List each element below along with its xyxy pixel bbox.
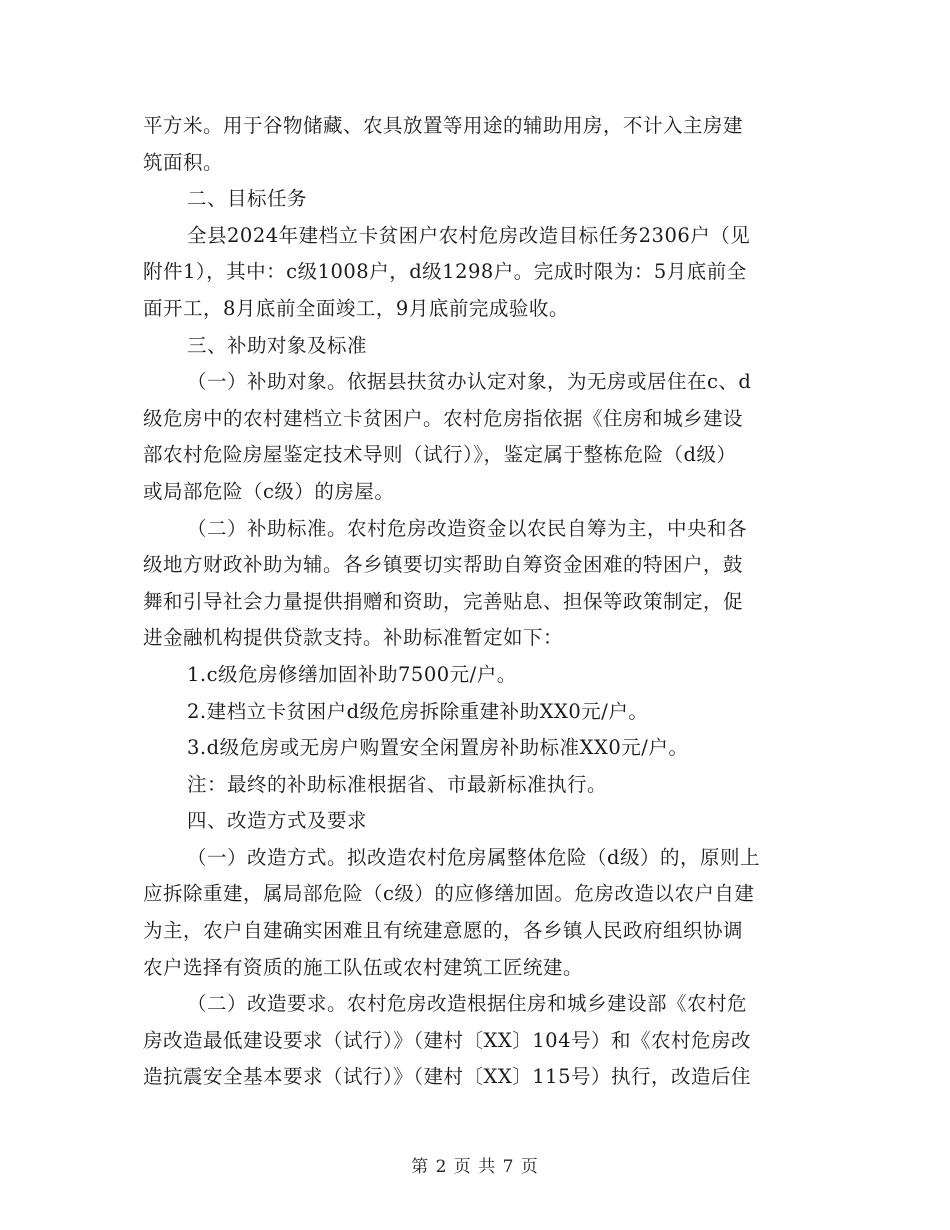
body-line: 进金融机构提供贷款支持。补助标准暂定如下： (143, 626, 564, 650)
body-line: 农户选择有资质的施工队伍或农村建筑工匠统建。 (143, 955, 584, 979)
body-line: 附件1），其中：c级1008户，d级1298户。完成时限为：5月底前全 (143, 260, 747, 284)
document-body (143, 108, 808, 1096)
section-heading: 三、补助对象及标准 (187, 333, 368, 357)
body-line: 部农村危险房屋鉴定技术导则（试行）》，鉴定属于整栋危险（d级） (143, 443, 737, 467)
paragraph-start: （一）改造方式。拟改造农村危房属整体危险（d级）的，原则上 (187, 845, 760, 869)
paragraph-start: （一）补助对象。依据县扶贫办认定对象，为无房或居住在c、d (187, 370, 752, 394)
list-item: 3.d级危房或无房户购置安全闲置房补助标准XX0元/户。 (187, 736, 689, 760)
body-line: 应拆除重建，属局部危险（c级）的应修缮加固。危房改造以农户自建 (143, 882, 755, 906)
section-heading: 四、改造方式及要求 (187, 809, 368, 833)
paragraph-start: 全县2024年建档立卡贫困户农村危房改造目标任务2306户（见 (187, 223, 751, 247)
body-line: 级危房中的农村建档立卡贫困户。农村危房指依据《住房和城乡建设 (143, 406, 744, 430)
body-line: 面开工，8月底前全面竣工，9月底前完成验收。 (143, 296, 569, 320)
note-line: 注：最终的补助标准根据省、市最新标准执行。 (187, 772, 608, 796)
body-line: 房改造最低建设要求（试行）》（建村〔XX〕104号）和《农村危房改 (143, 1028, 751, 1052)
body-line: 或局部危险（c级）的房屋。 (143, 479, 395, 503)
section-heading: 二、目标任务 (187, 187, 308, 211)
body-line: 舞和引导社会力量提供捐赠和资助，完善贴息、担保等政策制定，促 (143, 589, 744, 613)
body-line: 平方米。用于谷物储藏、农具放置等用途的辅助用房，不计入主房建 (143, 114, 744, 137)
body-line: 为主，农户自建确实困难且有统建意愿的，各乡镇人民政府组织协调 (143, 919, 744, 943)
body-line: 造抗震安全基本要求（试行）》（建村〔XX〕115号）执行，改造后住 (143, 1065, 751, 1089)
body-line: 级地方财政补助为辅。各乡镇要切实帮助自筹资金困难的特困户，鼓 (143, 553, 744, 577)
list-item: 2.建档立卡贫困户d级危房拆除重建补助XX0元/户。 (187, 699, 649, 723)
page-number-footer: 第 2 页 共 7 页 (411, 1157, 539, 1177)
paragraph-start: （二）改造要求。农村危房改造根据住房和城乡建设部《农村危 (187, 992, 748, 1016)
body-line: 筑面积。 (143, 150, 224, 174)
paragraph-start: （二）补助标准。农村危房改造资金以农民自筹为主，中央和各 (187, 516, 748, 540)
list-item: 1.c级危房修缮加固补助7500元/户。 (187, 662, 517, 686)
